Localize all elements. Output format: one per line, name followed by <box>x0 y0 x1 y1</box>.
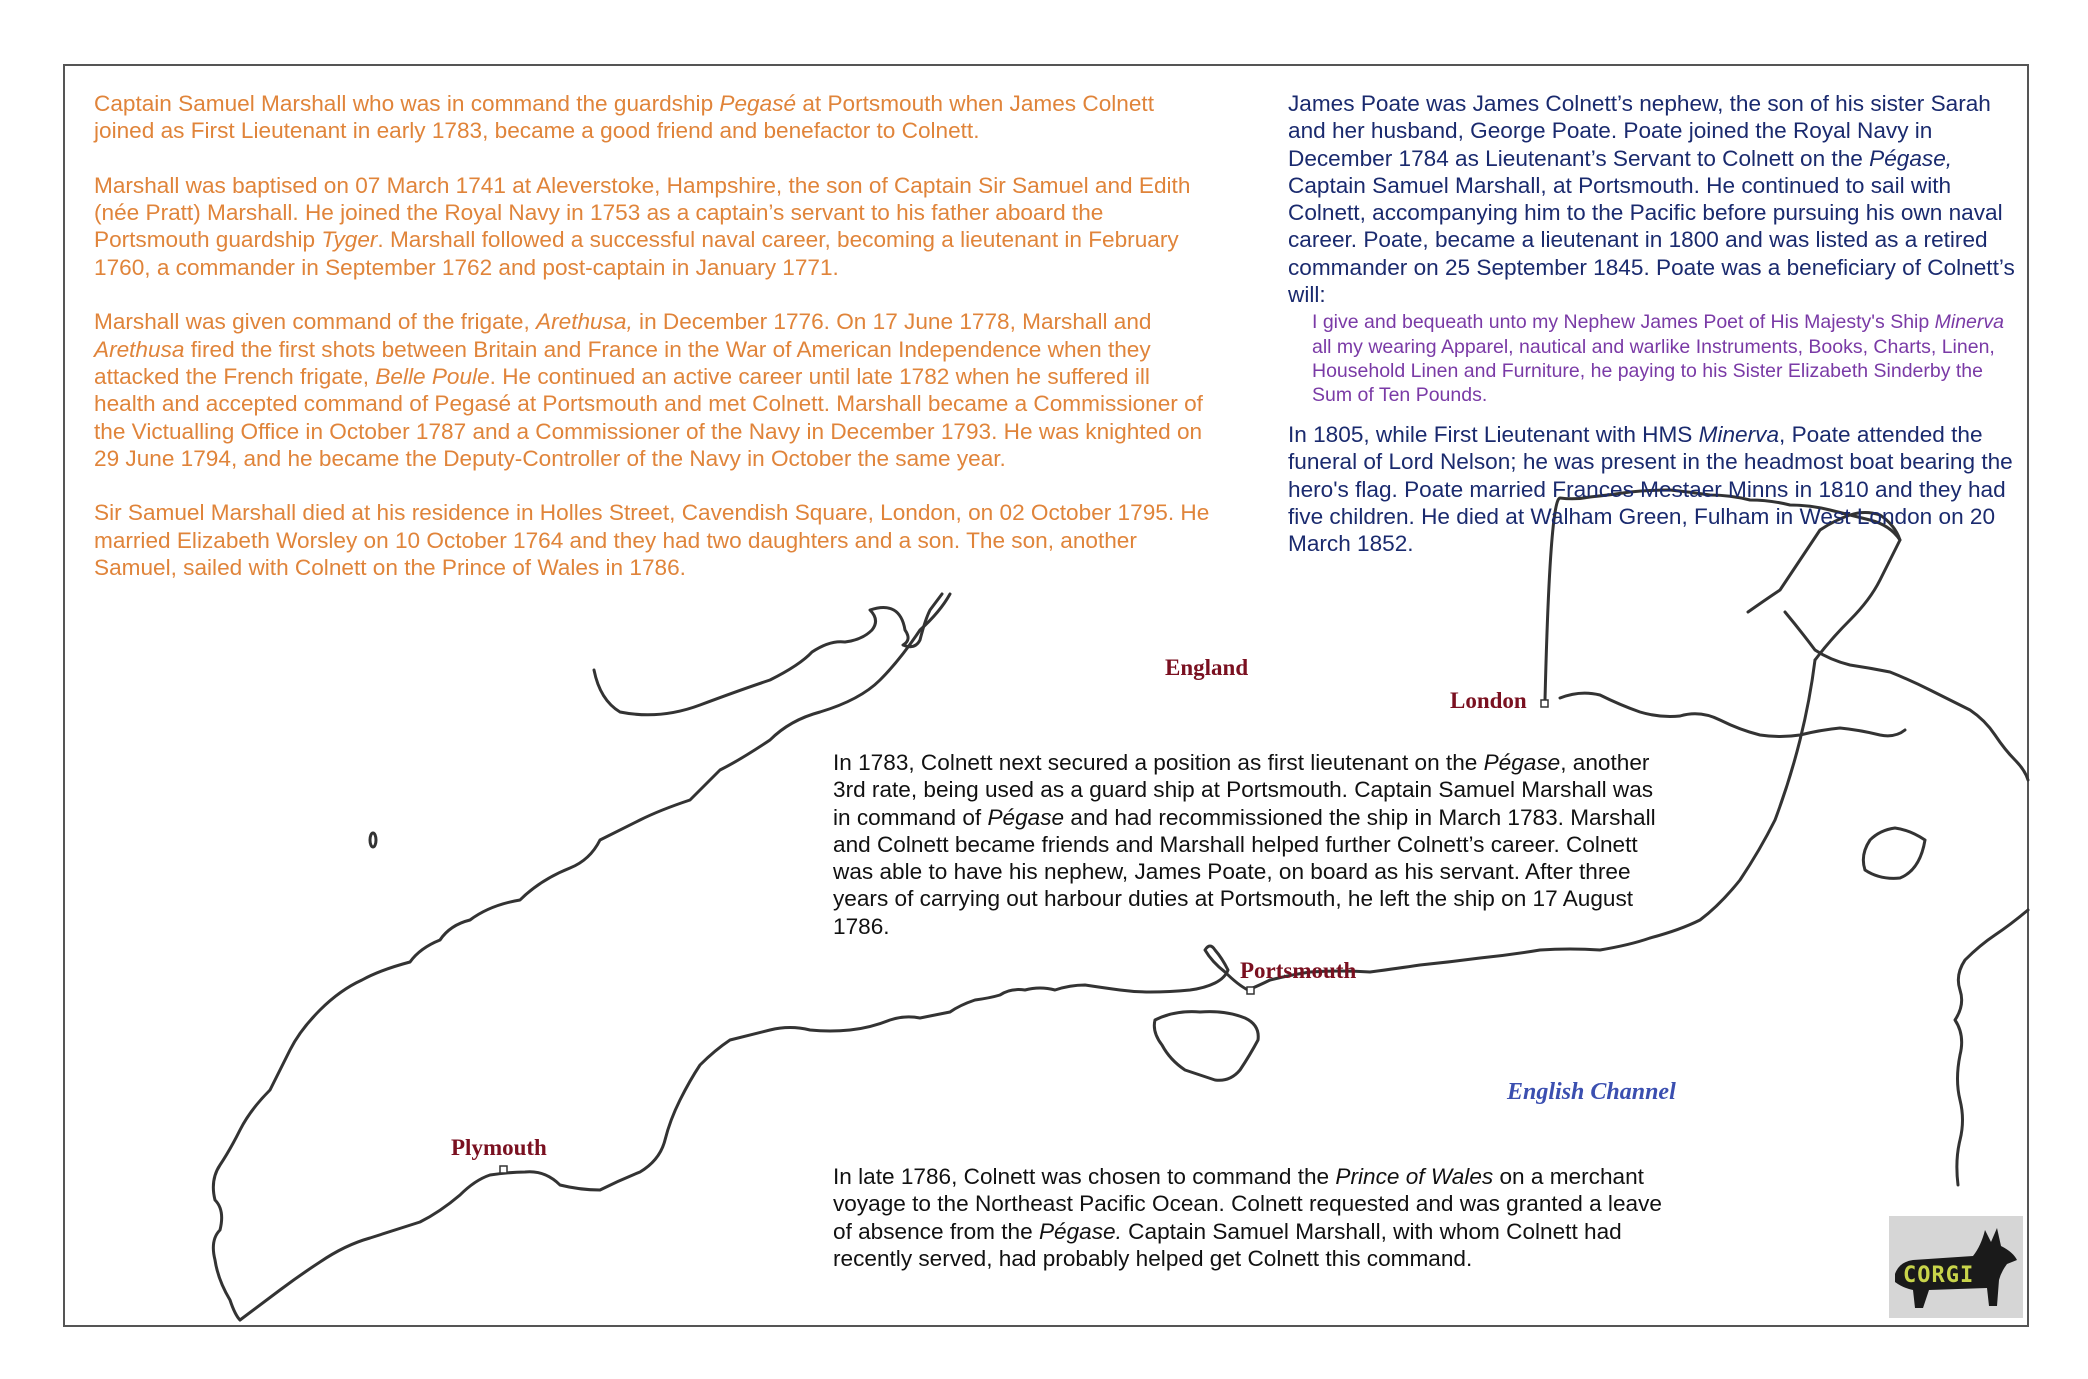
text-span: James Poate was James Colnett’s nephew, the son of his sister Sarah and her husband, George Poate. Poate joined the Royal Navy in December 1784 as Lieutenant’s Servant to Colnett on the <box>1288 91 1991 171</box>
coastline-medway <box>1863 828 1925 878</box>
ship-name: Pégase <box>987 804 1065 830</box>
text-span: I give and bequeath unto my Nephew James Poet of His Majesty's Ship <box>1312 311 1935 334</box>
portsmouth-marker <box>1247 987 1254 994</box>
ship-name: Arethusa, <box>536 309 633 335</box>
text-span: In late 1786, Colnett was chosen to command the <box>833 1164 1336 1189</box>
ship-name: Pégase, <box>1869 145 1953 171</box>
ship-name: Arethusa <box>94 336 185 362</box>
text-span: , another 3rd rate, being used as a guard ship at Portsmouth. Captain Samuel Marshall was in command of <box>833 750 1654 830</box>
marshall-biography <box>94 90 1214 609</box>
ship-name: Pegasé <box>719 91 797 116</box>
text-span: In 1805, while First Lieutenant with HMS <box>1288 422 1699 448</box>
colnett-pegase-text <box>833 749 1663 940</box>
text-span: In 1783, Colnett next secured a position as first lieutenant on the <box>833 750 1484 775</box>
text-span: Captain Samuel Marshall, at Portsmouth. He continued to sail with Colnett, accompanying him to the Pacific before pursuing his own naval career. Poate, became a lieutenant in 1800 and was listed as a retired commander on 25 September 1845. Poate was a beneficiary of Colnett’s will: <box>1288 172 2015 308</box>
coastline-essex <box>1560 693 1905 736</box>
ship-name: Minerva <box>1698 422 1780 448</box>
text-span: . He continued an active career until late 1782 when he suffered ill health and accepted command of Pegasé at Portsmouth and met Colnett. Marshall became a Commissioner of the Victualling Office in October 1787 and a Commissioner of the Navy in December 1793. He was knighted on 29 June 1794, and he became the Deputy-Controller of the Navy in October the same year. <box>94 363 1203 471</box>
text-span: Marshall was baptised on 07 March 1741 at Aleverstoke, Hampshire, the son of Captain Sir Samuel and Edith (née Pratt) Marshall. He joined the Royal Navy in 1753 as a captain’s servant to his father aboard the Portsmouth guardship <box>94 172 1191 253</box>
text-span: and had recommissioned the ship in March 1783. Marshall and Colnett became friends and Marshall helped further Colnett’s career. Colnett was able to have his nephew, James Poate, on board as his servant. After three years of carrying out harbour duties at Portsmouth, he left the ship on 17 August 1786. <box>833 804 1656 939</box>
plymouth-marker <box>500 1166 507 1173</box>
corgi-logo-text: CORGI <box>1903 1263 1975 1288</box>
text-span: Marshall was given command of the frigate, <box>94 309 537 335</box>
plymouth-label: Plymouth <box>451 1135 547 1160</box>
ship-name: Pégase. <box>1038 1218 1122 1244</box>
text-span: at Portsmouth when James Colnett joined as First Lieutenant in early 1783, became a good friend and benefactor to Colnett. <box>94 91 1154 144</box>
ship-name: Belle Poule <box>375 363 490 389</box>
london-marker <box>1541 700 1548 707</box>
coastline-dover <box>1955 910 2028 1185</box>
colnett-prince-of-wales-text <box>833 1163 1663 1272</box>
text-span: in December 1776. On 17 June 1778, Marshall and <box>632 309 1152 335</box>
london-label: London <box>1450 688 1527 713</box>
poate-biography <box>1288 90 2026 558</box>
colnett-will-quote <box>1312 310 2026 407</box>
ship-name: Pégase <box>1483 750 1561 775</box>
text-span: on a merchant voyage to the Northeast Pacific Ocean. Colnett requested and was granted a leave of absence from the <box>833 1164 1662 1244</box>
english-channel-label: English Channel <box>1507 1079 1676 1105</box>
coastline-north-wales <box>594 594 942 715</box>
marshall-paragraph-1 <box>94 90 1214 145</box>
coastline-north-kent <box>1785 612 2028 780</box>
marshall-paragraph-3 <box>94 308 1214 472</box>
text-span: . Marshall followed a successful naval career, becoming a lieutenant in February 1760, a commander in September 1762 and post-captain in January 1771. <box>94 227 1179 280</box>
text-span: fired the first shots between Britain and France in the War of American Independence when they attacked the French frigate, <box>94 336 1151 389</box>
isle-of-wight <box>1154 1012 1258 1081</box>
poate-paragraph-1 <box>1288 90 2026 308</box>
text-span: Captain Samuel Marshall who was in command the guardship <box>94 91 720 116</box>
corgi-logo <box>1889 1216 2023 1318</box>
lundy-island <box>370 833 376 847</box>
text-span: , Poate attended the funeral of Lord Nelson; he was present in the headmost boat bearing the hero's flag. Poate married Frances Mestaer Minns in 1810 and they had five children. He died at Walham Green, Fulham in West London on 20 March 1852. <box>1288 422 2013 557</box>
ship-name: Prince of Wales <box>1335 1164 1494 1189</box>
text-span: all my wearing Apparel, nautical and warlike Instruments, Books, Charts, Linen, Household Linen and Furniture, he paying to his Sister Elizabeth Sinderby the Sum of Ten Pounds. <box>1312 335 1995 406</box>
ship-name: Tyger <box>321 227 378 253</box>
marshall-paragraph-4: Sir Samuel Marshall died at his residence in Holles Street, Cavendish Square, London, on 02 October 1795. He married Elizabeth Worsley on 10 October 1764 and they had two daughters and a son. The son, another Samuel, sailed with Colnett on the Prince of Wales in 1786. <box>94 500 1210 581</box>
england-label: England <box>1165 655 1249 680</box>
text-span: Captain Samuel Marshall, with whom Colnett had recently served, had probably helped get Colnett this command. <box>833 1218 1622 1271</box>
poate-paragraph-2 <box>1288 421 2026 557</box>
portsmouth-label: Portsmouth <box>1240 958 1357 983</box>
ship-name: Minerva <box>1934 311 2004 334</box>
marshall-paragraph-2 <box>94 172 1214 281</box>
